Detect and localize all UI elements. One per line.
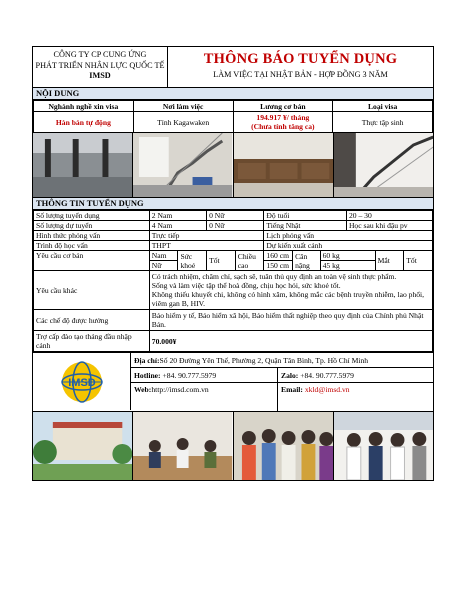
quantity-label: Số lượng tuyển dụng (34, 211, 150, 221)
expected-male: 4 Nam (149, 221, 206, 231)
content-section-label: NỘI DUNG (33, 88, 433, 100)
logo-text: IMSD (67, 376, 96, 389)
job-summary-table (33, 100, 433, 133)
contact-info (131, 353, 433, 411)
title-block (168, 47, 433, 87)
expected-female: 0 Nữ (207, 221, 264, 231)
allowance-value: 70.000¥ (149, 331, 432, 352)
allowance-label: Trợ cấp đào tạo tháng đầu nhập cảnh (34, 331, 150, 352)
language-value: Học sau khi đậu pv (346, 221, 432, 231)
hotline-label: Hotline: (134, 370, 161, 380)
other-req-2: Sống và làm việc tập thể hoà đồng, chịu học hỏi, sức khoẻ tốt. (151, 281, 341, 290)
workplace-photo-1 (33, 133, 133, 197)
interview-schedule-label: Lịch phỏng vấn (264, 231, 433, 241)
web-row (131, 383, 433, 411)
expected-label: Số lượng dự tuyển (34, 221, 150, 231)
hotline-cell (131, 368, 278, 382)
other-req-1: Có trách nhiệm, chăm chỉ, sạch sẽ, tuân thủ quy định an toàn vệ sinh thực phẩm. (151, 272, 397, 281)
address-value: Số 20 Đường Yên Thế, Phường 2, Quận Tân Bình, Tp. Hồ Chí Minh (159, 355, 369, 365)
email-label: Email: (281, 385, 303, 394)
departure-label: Dự kiến xuất cảnh (264, 241, 433, 251)
height-female: 150 cm (264, 261, 293, 271)
workplace-photo-3 (234, 133, 334, 197)
weight-female: 45 kg (320, 261, 375, 271)
company-block (33, 47, 168, 87)
salary-line2: (Chưa tính tăng ca) (251, 122, 315, 131)
phone-row (131, 368, 433, 383)
visa-value: Thực tập sinh (333, 112, 433, 133)
email-link[interactable]: xkld@imsd.vn (304, 385, 350, 394)
other-req-value (149, 271, 432, 310)
eyes-value: Tốt (404, 251, 433, 271)
eyes-label: Mắt (375, 251, 404, 271)
other-req-3: Không thiếu khuyết chi, không có hình xăm, không mắc các bệnh truyền nhiễm, lao phổi, viêm gan B, HIV. (151, 290, 425, 308)
health-label-1: Sức (180, 251, 193, 261)
height-label-2: cao (237, 260, 249, 270)
web-cell (131, 383, 278, 411)
weight-label-1: Cân (295, 251, 308, 261)
benefits-label: Các chế độ được hưởng (34, 310, 150, 331)
education-value: THPT (149, 241, 264, 251)
recruit-info-table (33, 210, 433, 352)
age-value: 20 – 30 (346, 211, 432, 221)
height-male: 160 cm (264, 251, 293, 261)
weight-label (293, 251, 321, 271)
recruit-section-label: THÔNG TIN TUYỂN DỤNG (33, 198, 433, 210)
basic-req-label: Yêu cầu cơ bản (34, 251, 150, 271)
col-header-location: Nơi làm việc (133, 101, 233, 112)
benefits-value: Bảo hiểm y tế, Bảo hiểm xã hội, Bảo hiểm thất nghiệp theo quy định của Chính phủ Nhật Bản. (149, 310, 432, 331)
quantity-male: 2 Nam (149, 211, 206, 221)
recruitment-sheet (32, 46, 434, 481)
address-label: Địa chỉ: (134, 355, 160, 365)
company-line1: CÔNG TY CP CUNG ỨNG (53, 50, 147, 59)
weight-male: 60 kg (320, 251, 375, 261)
workplace-photo-4 (334, 133, 433, 197)
contact-block (33, 352, 433, 411)
location-value: Tỉnh Kagawaken (133, 112, 233, 133)
col-header-visa: Loại visa (333, 101, 433, 112)
health-label-2: khoẻ (180, 260, 196, 270)
event-photo-2 (133, 412, 233, 480)
event-photo-3 (234, 412, 334, 480)
female-short: Nữ (149, 261, 178, 271)
email-cell (278, 383, 350, 394)
col-header-job: Nghành nghề xin visa (34, 101, 134, 112)
job-value: Hàn bán tự động (34, 112, 134, 133)
interview-form-value: Trực tiếp (149, 231, 264, 241)
health-label (178, 251, 207, 271)
quantity-female: 0 Nữ (207, 211, 264, 221)
workplace-photos (33, 133, 433, 198)
health-value: Tốt (207, 251, 236, 271)
education-label: Trình độ học vấn (34, 241, 150, 251)
language-label: Tiếng Nhật (264, 221, 347, 231)
age-label: Độ tuổi (264, 211, 347, 221)
other-req-label: Yêu cầu khác (34, 271, 150, 310)
page-subtitle: LÀM VIỆC TẠI NHẬT BẢN - HỢP ĐỒNG 3 NĂM (213, 70, 388, 79)
salary-line1: 194.917 ¥/ tháng (256, 113, 310, 122)
zalo-value[interactable]: +84. 90.777.5979 (300, 370, 354, 380)
event-photo-4 (334, 412, 433, 480)
globe-logo-icon (52, 360, 112, 404)
height-label (235, 251, 264, 271)
company-short: IMSD (89, 71, 111, 80)
height-label-1: Chiều (237, 251, 256, 261)
event-photos (33, 411, 433, 480)
header (33, 47, 433, 88)
col-header-salary: Lương cơ bản (233, 101, 333, 112)
weight-label-2: nặng (295, 260, 310, 270)
workplace-photo-2 (133, 133, 233, 197)
page-title: THÔNG BÁO TUYỂN DỤNG (203, 51, 398, 67)
zalo-cell (278, 371, 354, 380)
event-photo-1 (33, 412, 133, 480)
salary-value (233, 112, 333, 133)
logo (33, 353, 131, 410)
company-line2: PHÁT TRIỂN NHÂN LỰC QUỐC TẾ (35, 60, 165, 70)
interview-form-label: Hình thức phỏng vấn (34, 231, 150, 241)
zalo-label: Zalo: (281, 370, 299, 380)
web-label: Web: (134, 385, 152, 394)
male-short: Nam (149, 251, 178, 261)
web-link[interactable]: http://imsd.com.vn (151, 385, 209, 394)
hotline-value[interactable]: +84. 90.777.5979 (162, 370, 217, 380)
address-row (131, 353, 433, 368)
